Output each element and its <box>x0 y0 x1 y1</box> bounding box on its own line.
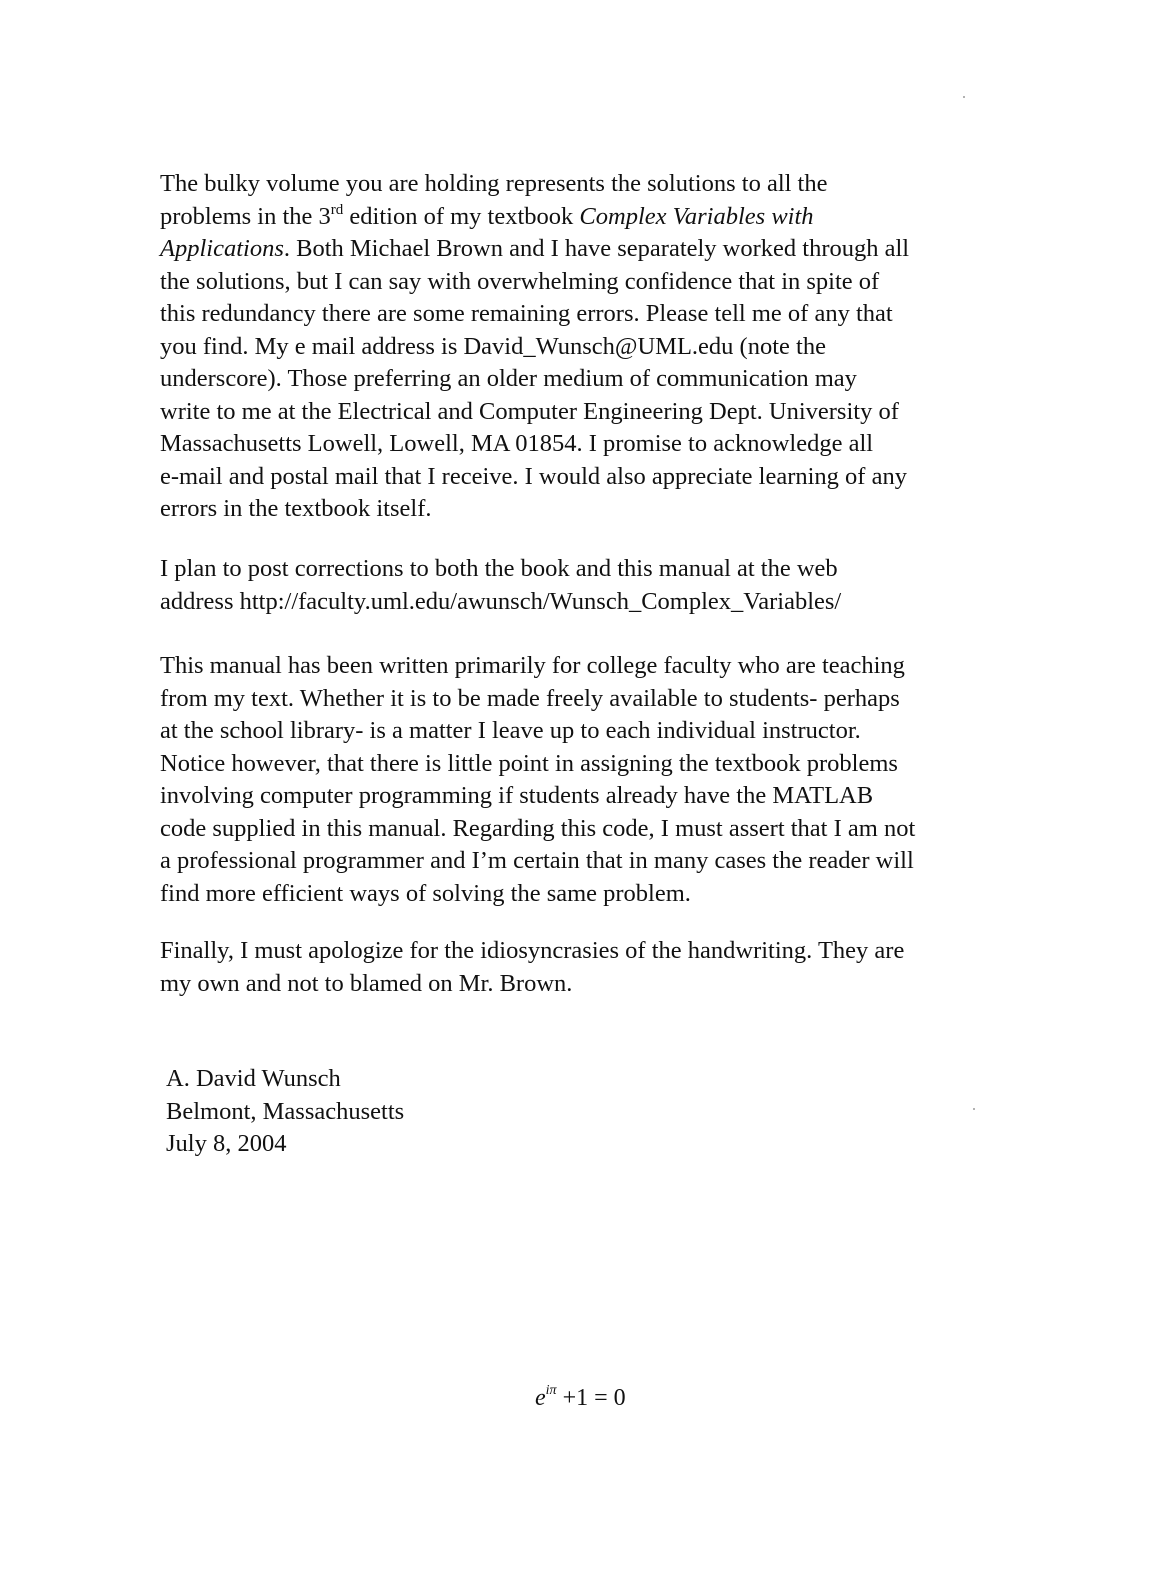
text-run: . Both Michael Brown and I have separately worked through all <box>283 235 910 262</box>
formula-base: e <box>535 1385 546 1411</box>
text-run: edition of my textbook <box>343 202 580 230</box>
text-run: problems in the 3 <box>160 202 331 230</box>
text-line <box>160 233 1040 266</box>
book-title: Applications <box>160 235 284 262</box>
ordinal-superscript: rd <box>330 201 344 218</box>
text-line: from my text. Whether it is to be made freely available to students- perhaps <box>160 684 900 712</box>
text-line: underscore). Those preferring an older medium of communication may <box>160 365 857 392</box>
text-line <box>160 201 1040 234</box>
text-line: this redundancy there are some remaining errors. Please tell me of any that <box>160 300 893 327</box>
signature-block <box>166 1063 404 1161</box>
formula-rest: +1 = 0 <box>556 1385 626 1411</box>
text-line: Finally, I must apologize for the idiosyncrasies of the handwriting. They are <box>160 937 905 964</box>
text-line: involving computer programming if students already have the MATLAB <box>160 782 874 809</box>
scan-speck <box>963 96 965 98</box>
text-line: This manual has been written primarily for college faculty who are teaching <box>160 652 905 679</box>
paragraph-apology <box>160 935 1040 1000</box>
scan-speck <box>973 1108 975 1110</box>
text-line: errors in the textbook itself. <box>160 495 432 522</box>
text-line: I plan to post corrections to both the book and this manual at the web <box>160 555 838 582</box>
text-line: find more efficient ways of solving the same problem. <box>160 879 691 907</box>
author-name: A. David Wunsch <box>166 1065 341 1092</box>
text-line: the solutions, but I can say with overwhelming confidence that in spite of <box>160 267 880 295</box>
text-line: code supplied in this manual. Regarding this code, I must assert that I am not <box>160 814 916 842</box>
paragraph-intro <box>160 168 1040 526</box>
web-address-line: address http://faculty.uml.edu/awunsch/Wunsch_Complex_Variables/ <box>160 587 842 615</box>
paragraph-audience <box>160 650 1040 910</box>
book-title: Complex Variables with <box>579 202 814 230</box>
text-line: at the school library- is a matter I leave up to each individual instructor. <box>160 717 861 744</box>
author-location: Belmont, Massachusetts <box>166 1097 405 1125</box>
text-line: e-mail and postal mail that I receive. I would also appreciate learning of any <box>160 462 907 490</box>
text-line: Notice however, that there is little point in assigning the textbook problems <box>160 749 898 777</box>
text-line: write to me at the Electrical and Computer Engineering Dept. University of <box>160 397 899 425</box>
text-line: you find. My e mail address is David_Wunsch@UML.edu (note the <box>160 332 826 360</box>
formula-exponent: iπ <box>545 1383 557 1398</box>
text-line: Massachusetts Lowell, Lowell, MA 01854. I promise to acknowledge all <box>160 430 874 457</box>
paragraph-corrections <box>160 553 1040 618</box>
letter-date: July 8, 2004 <box>166 1130 287 1157</box>
text-line: The bulky volume you are holding represents the solutions to all the <box>160 170 828 197</box>
euler-identity-formula <box>535 1385 626 1412</box>
text-line: my own and not to blamed on Mr. Brown. <box>160 969 573 997</box>
text-line: a professional programmer and I’m certain that in many cases the reader will <box>160 847 914 874</box>
